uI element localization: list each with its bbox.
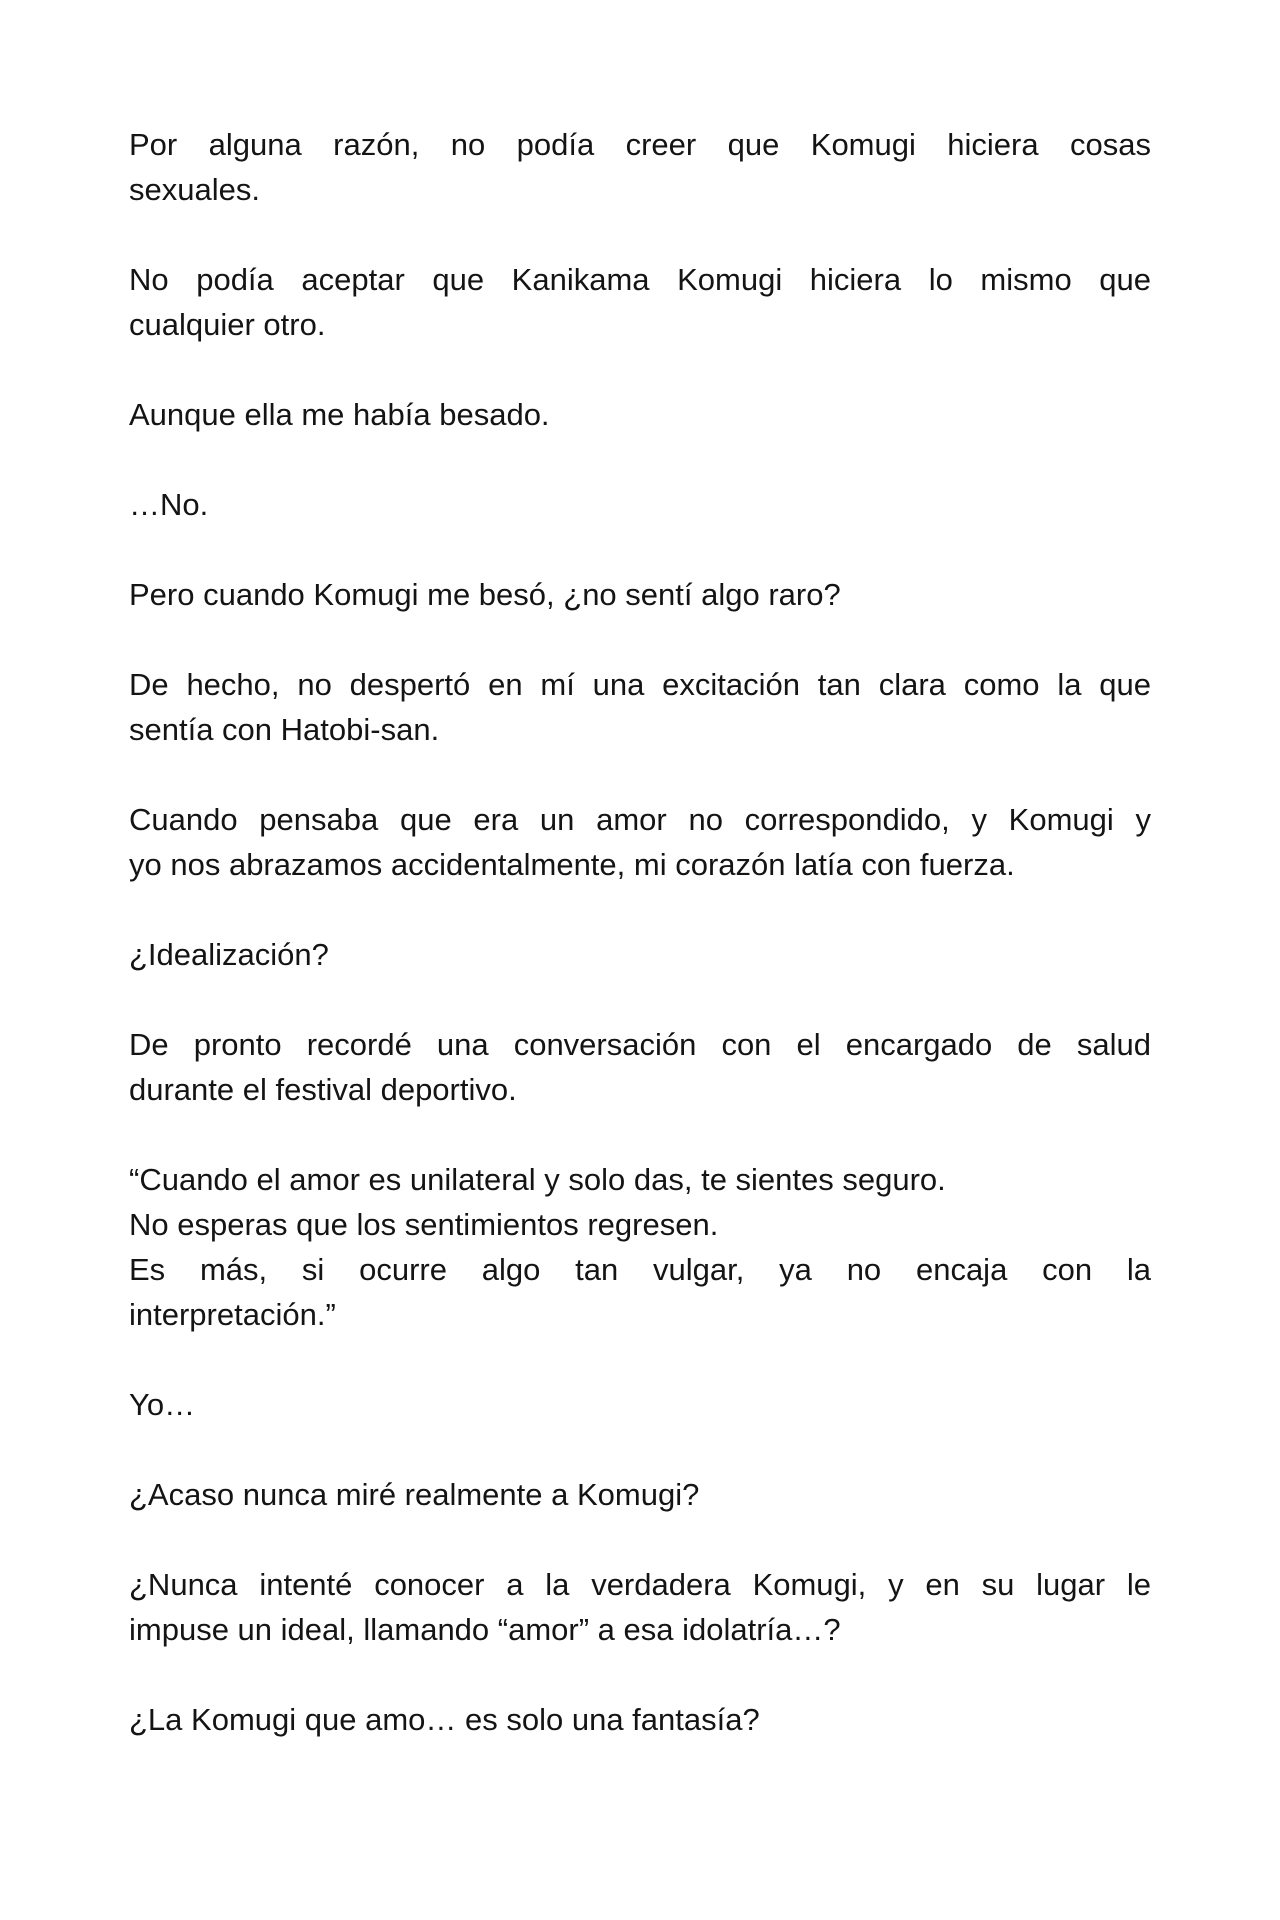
text-line: …No. bbox=[129, 487, 209, 522]
document-page bbox=[129, 122, 1151, 1787]
paragraph bbox=[129, 1697, 1151, 1742]
text-line: De pronto recordé una conversación con el encargado de salud bbox=[129, 1027, 1151, 1062]
paragraph bbox=[129, 932, 1151, 977]
quote-paragraph bbox=[129, 1157, 1151, 1337]
paragraph bbox=[129, 572, 1151, 617]
paragraph bbox=[129, 122, 1151, 212]
text-line: cualquier otro. bbox=[129, 307, 326, 342]
text-line: ¿Nunca intenté conocer a la verdadera Komugi, y en su lugar le bbox=[129, 1567, 1151, 1602]
text-line: “Cuando el amor es unilateral y solo das, te sientes seguro. bbox=[129, 1162, 946, 1197]
text-line: No esperas que los sentimientos regresen. bbox=[129, 1207, 719, 1242]
text-line: ¿La Komugi que amo… es solo una fantasía? bbox=[129, 1702, 760, 1737]
paragraph bbox=[129, 1562, 1151, 1652]
paragraph bbox=[129, 1472, 1151, 1517]
text-line: No podía aceptar que Kanikama Komugi hiciera lo mismo que bbox=[129, 262, 1151, 297]
text-line: Por alguna razón, no podía creer que Komugi hiciera cosas bbox=[129, 127, 1151, 162]
text-line: Es más, si ocurre algo tan vulgar, ya no encaja con la bbox=[129, 1252, 1151, 1287]
paragraph bbox=[129, 257, 1151, 347]
text-line: De hecho, no despertó en mí una excitación tan clara como la que bbox=[129, 667, 1151, 702]
text-line: yo nos abrazamos accidentalmente, mi corazón latía con fuerza. bbox=[129, 847, 1015, 882]
paragraph bbox=[129, 392, 1151, 437]
paragraph bbox=[129, 662, 1151, 752]
text-line: Aunque ella me había besado. bbox=[129, 397, 550, 432]
paragraph bbox=[129, 1022, 1151, 1112]
paragraph bbox=[129, 1382, 1151, 1427]
text-line: sexuales. bbox=[129, 172, 260, 207]
text-line: ¿Idealización? bbox=[129, 937, 329, 972]
paragraph bbox=[129, 797, 1151, 887]
text-line: Yo… bbox=[129, 1387, 196, 1422]
text-line: sentía con Hatobi-san. bbox=[129, 712, 440, 747]
text-line: durante el festival deportivo. bbox=[129, 1072, 517, 1107]
text-line: impuse un ideal, llamando “amor” a esa idolatría…? bbox=[129, 1612, 841, 1647]
text-line: ¿Acaso nunca miré realmente a Komugi? bbox=[129, 1477, 700, 1512]
paragraph bbox=[129, 482, 1151, 527]
text-line: Cuando pensaba que era un amor no correspondido, y Komugi y bbox=[129, 802, 1151, 837]
text-line: interpretación.” bbox=[129, 1297, 336, 1332]
text-line: Pero cuando Komugi me besó, ¿no sentí algo raro? bbox=[129, 577, 841, 612]
